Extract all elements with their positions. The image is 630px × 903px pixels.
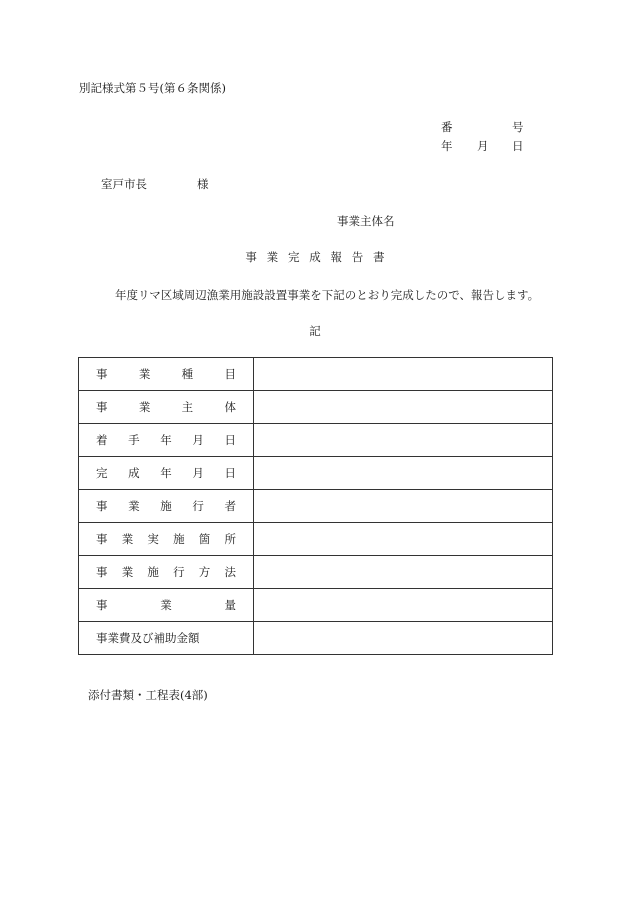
row-label bbox=[96, 465, 236, 481]
label-char: 業 bbox=[128, 499, 140, 513]
label-char: 業 bbox=[121, 532, 134, 546]
label-char: 事 bbox=[96, 598, 108, 612]
label-char: 施 bbox=[173, 532, 185, 546]
table-row bbox=[79, 457, 553, 490]
label-char: 行 bbox=[192, 499, 204, 513]
label-char: 実 bbox=[147, 532, 159, 546]
row-label-cell bbox=[79, 556, 254, 589]
body-text: 年度リマ区域周辺漁業用施設設置事業を下記のとおり完成したので、報告します。 bbox=[115, 288, 540, 302]
table-row bbox=[79, 622, 553, 655]
label-char: 手 bbox=[128, 433, 140, 447]
table-row bbox=[79, 424, 553, 457]
label-char: 種 bbox=[181, 367, 194, 381]
row-label bbox=[96, 597, 236, 613]
row-label bbox=[96, 399, 236, 415]
label-char: 者 bbox=[224, 499, 236, 513]
row-value-cell[interactable] bbox=[254, 523, 553, 556]
row-label: 事業費及び補助金額 bbox=[96, 631, 200, 645]
label-char: 成 bbox=[128, 466, 140, 480]
label-char: 行 bbox=[173, 565, 185, 579]
row-label-cell bbox=[79, 622, 254, 655]
label-char: 完 bbox=[96, 466, 108, 480]
label-char: 事 bbox=[96, 565, 108, 579]
row-label-cell bbox=[79, 490, 254, 523]
label-char: 所 bbox=[224, 532, 236, 546]
row-value-cell[interactable] bbox=[254, 358, 553, 391]
row-label-cell bbox=[79, 424, 254, 457]
row-value-cell[interactable] bbox=[254, 424, 553, 457]
label-char: 事 bbox=[96, 400, 108, 414]
row-label-cell bbox=[79, 589, 254, 622]
attachments-note: 添付書類・工程表(4部) bbox=[88, 688, 208, 702]
row-label-cell bbox=[79, 391, 254, 424]
form-number: 別記様式第５号(第６条関係) bbox=[79, 81, 226, 95]
document-title: 事業完成報告書 bbox=[245, 250, 395, 264]
label-char: 業 bbox=[138, 400, 151, 414]
label-char: 施 bbox=[147, 565, 159, 579]
date-day-label: 日 bbox=[512, 139, 524, 153]
label-char: 法 bbox=[224, 565, 236, 579]
label-char: 月 bbox=[192, 466, 204, 480]
label-char: 着 bbox=[96, 433, 108, 447]
label-char: 方 bbox=[198, 565, 211, 579]
row-value-cell[interactable] bbox=[254, 457, 553, 490]
table-row bbox=[79, 589, 553, 622]
label-char: 施 bbox=[160, 499, 172, 513]
table-row bbox=[79, 490, 553, 523]
addressee-honorific: 様 bbox=[197, 177, 209, 191]
label-char: 日 bbox=[224, 466, 236, 480]
table-row bbox=[79, 358, 553, 391]
label-char: 量 bbox=[224, 598, 236, 612]
label-char: 業 bbox=[121, 565, 134, 579]
label-char: 事 bbox=[96, 499, 108, 513]
label-char: 事 bbox=[96, 532, 108, 546]
number-label-go: 号 bbox=[512, 120, 524, 134]
row-label bbox=[96, 531, 236, 547]
addressee-name: 室戸市長 bbox=[101, 177, 147, 191]
label-char: 体 bbox=[224, 400, 236, 414]
label-char: 業 bbox=[138, 367, 151, 381]
label-char: 月 bbox=[192, 433, 204, 447]
row-label-cell bbox=[79, 523, 254, 556]
row-label bbox=[96, 366, 236, 382]
label-char: 事 bbox=[96, 367, 108, 381]
record-table bbox=[78, 357, 553, 655]
row-value-cell[interactable] bbox=[254, 556, 553, 589]
table-row bbox=[79, 391, 553, 424]
row-value-cell[interactable] bbox=[254, 622, 553, 655]
table-row bbox=[79, 556, 553, 589]
label-char: 日 bbox=[224, 433, 236, 447]
table-row bbox=[79, 523, 553, 556]
row-value-cell[interactable] bbox=[254, 490, 553, 523]
label-char: 目 bbox=[224, 367, 236, 381]
number-label-ban: 番 bbox=[441, 120, 453, 134]
label-char: 年 bbox=[160, 433, 172, 447]
row-value-cell[interactable] bbox=[254, 589, 553, 622]
label-char: 箇 bbox=[198, 532, 211, 546]
label-char: 業 bbox=[160, 598, 172, 612]
row-label-cell bbox=[79, 457, 254, 490]
row-label-cell bbox=[79, 358, 254, 391]
row-value-cell[interactable] bbox=[254, 391, 553, 424]
row-label bbox=[96, 498, 236, 514]
label-char: 年 bbox=[160, 466, 172, 480]
label-char: 主 bbox=[181, 400, 194, 414]
row-label bbox=[96, 564, 236, 580]
ki-label: 記 bbox=[309, 324, 321, 338]
record-table-body bbox=[79, 358, 553, 655]
row-label bbox=[96, 432, 236, 448]
applicant-label: 事業主体名 bbox=[337, 214, 395, 228]
date-year-label: 年 bbox=[441, 139, 453, 153]
date-month-label: 月 bbox=[477, 139, 489, 153]
